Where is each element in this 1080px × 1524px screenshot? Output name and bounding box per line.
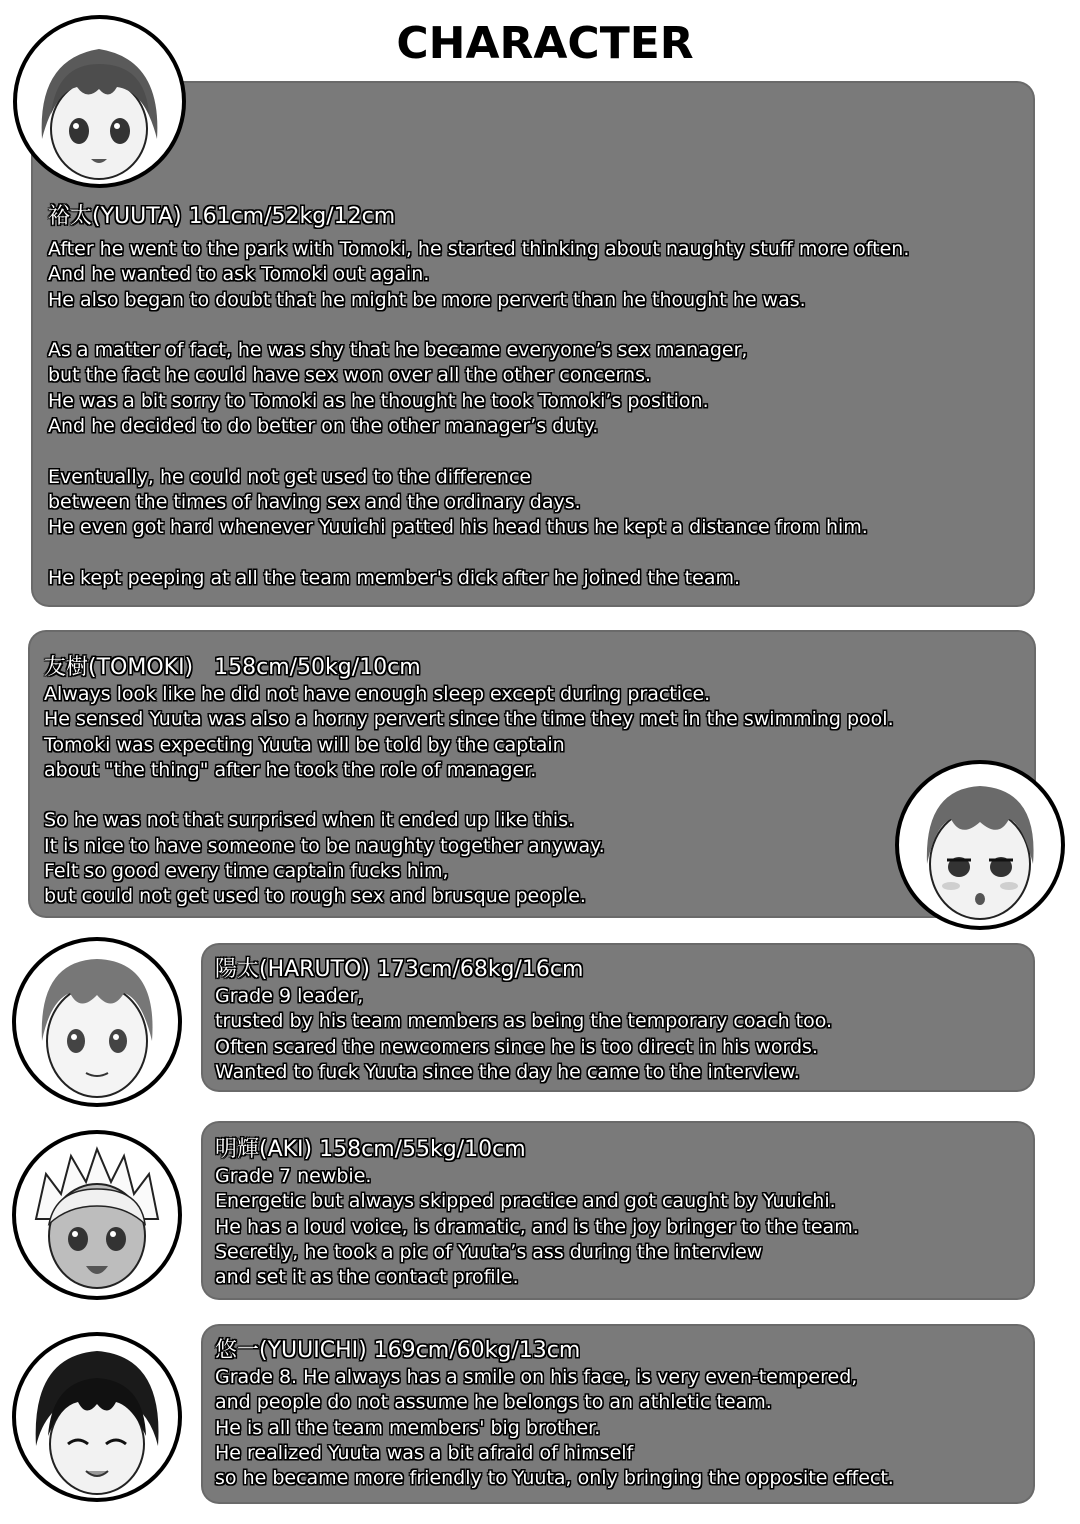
profile-line: He kept peeping at all the team member's dick after he joined the team. <box>48 566 741 589</box>
yuuichi-profile <box>215 1337 894 1491</box>
yuuichi-face-illustration <box>16 1336 178 1498</box>
profile-line: Always look like he did not have enough sleep except during practice. <box>44 683 711 705</box>
profile-line: Grade 7 newbie. <box>215 1165 372 1187</box>
yuuichi-header: 悠一(YUUICHI) 169cm/60kg/13cm <box>215 1338 581 1363</box>
yuuta-profile <box>48 203 909 591</box>
profile-line: And he decided to do better on the other manager’s duty. <box>48 415 599 438</box>
profile-line: It is nice to have someone to be naughty together anyway. <box>44 834 605 857</box>
profile-line: Grade 9 leader, <box>215 985 364 1007</box>
profile-line: Grade 8. He always has a smile on his face, is very even-tempered, <box>215 1366 858 1388</box>
page-title: CHARACTER <box>396 18 694 69</box>
profile-line: He was a bit sorry to Tomoki as he thought he took Tomoki’s position. <box>48 389 709 412</box>
tomoki-header: 友樹(TOMOKI) 158cm/50kg/10cm <box>44 655 421 680</box>
profile-line: Tomoki was expecting Yuuta will be told by the captain <box>44 733 565 756</box>
profile-line: He sensed Yuuta was also a horny pervert since the time they met in the swimming pool. <box>44 708 894 731</box>
profile-line: Felt so good every time captain fucks him, <box>44 860 449 883</box>
profile-line: trusted by his team members as being the temporary coach too. <box>215 1010 833 1033</box>
profile-line: He has a loud voice, is dramatic, and is the joy bringer to the team. <box>215 1215 859 1238</box>
profile-line: and people do not assume he belongs to an athletic team. <box>215 1391 772 1414</box>
profile-line: between the times of having sex and the ordinary days. <box>48 490 581 513</box>
tomoki-portrait <box>895 760 1065 930</box>
haruto-face-illustration <box>16 941 178 1103</box>
profile-line: After he went to the park with Tomoki, he started thinking about naughty stuff more often. <box>48 238 910 260</box>
profile-line: He even got hard whenever Yuuichi patted his head thus he kept a distance from him. <box>48 516 868 539</box>
profile-line: but could not get used to rough sex and brusque people. <box>44 885 586 908</box>
aki-header: 明輝(AKI) 158cm/55kg/10cm <box>215 1137 526 1162</box>
tomoki-face-illustration <box>899 764 1061 926</box>
profile-line: He also began to doubt that he might be more pervert than he thought he was. <box>48 288 806 311</box>
aki-face-illustration <box>16 1134 178 1296</box>
profile-line: and set it as the contact profile. <box>215 1266 519 1289</box>
yuuta-portrait <box>13 15 186 188</box>
tomoki-profile <box>44 654 894 910</box>
profile-line: Secretly, he took a pic of Yuuta’s ass during the interview <box>215 1240 763 1263</box>
profile-line: about "the thing" after he took the role of manager. <box>44 758 537 781</box>
profile-line: so he became more friendly to Yuuta, only bringing the opposite effect. <box>215 1467 894 1490</box>
aki-profile <box>215 1136 859 1290</box>
profile-line: Energetic but always skipped practice and got caught by Yuuichi. <box>215 1190 836 1213</box>
profile-line: Often scared the newcomers since he is too direct in his words. <box>215 1035 818 1058</box>
yuuta-header: 裕太(YUUTA) 161cm/52kg/12cm <box>48 204 396 229</box>
yuuichi-portrait <box>12 1332 182 1502</box>
profile-line: Wanted to fuck Yuuta since the day he came to the interview. <box>215 1060 800 1083</box>
profile-line: He is all the team members' big brother. <box>215 1416 601 1439</box>
haruto-profile <box>215 956 832 1085</box>
haruto-header: 陽太(HARUTO) 173cm/68kg/16cm <box>215 957 584 982</box>
profile-line: He realized Yuuta was a bit afraid of himself <box>215 1441 634 1464</box>
yuuta-face-illustration <box>17 19 182 184</box>
aki-portrait <box>12 1130 182 1300</box>
profile-line: And he wanted to ask Tomoki out again. <box>48 263 430 286</box>
profile-line: Eventually, he could not get used to the difference <box>48 465 532 488</box>
profile-line: As a matter of fact, he was shy that he became everyone’s sex manager, <box>48 339 748 362</box>
profile-line: but the fact he could have sex won over all the other concerns. <box>48 364 652 387</box>
haruto-portrait <box>12 937 182 1107</box>
profile-line: So he was not that surprised when it ended up like this. <box>44 809 575 832</box>
